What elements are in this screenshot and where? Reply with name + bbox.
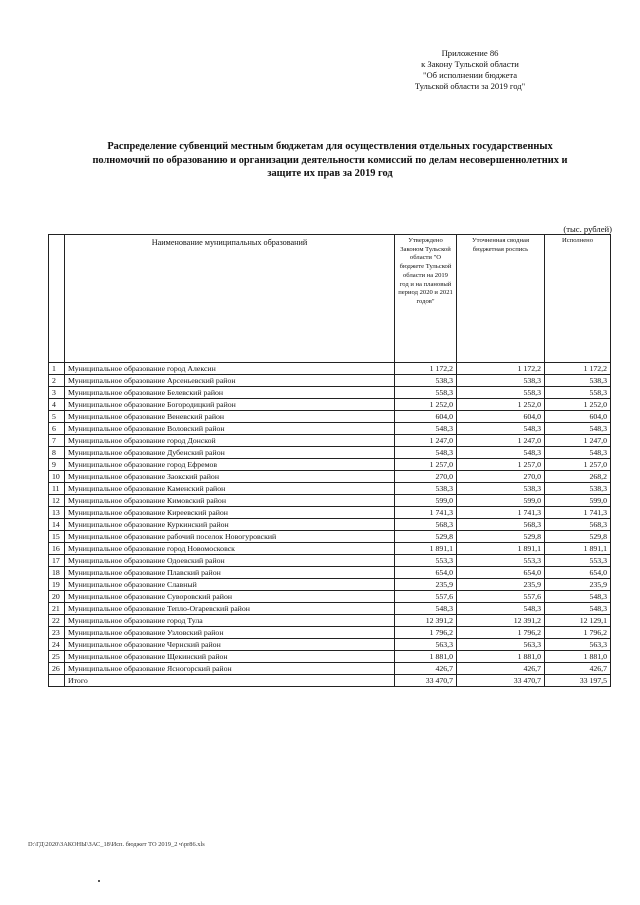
table-row [49,663,611,675]
table-row [49,495,611,507]
row-name: Муниципальное образование Узловский район [65,627,395,639]
row-approved: 270,0 [395,471,457,483]
row-number: 4 [49,399,65,411]
table-row [49,507,611,519]
row-executed: 1 796,2 [545,627,611,639]
row-revised: 1 172,2 [457,363,545,375]
row-executed: 1 252,0 [545,399,611,411]
row-name: Муниципальное образование Киреевский район [65,507,395,519]
row-revised: 529,8 [457,531,545,543]
row-name: Муниципальное образование Суворовский район [65,591,395,603]
total-label: Итого [65,675,395,687]
table-row [49,531,611,543]
table-row [49,471,611,483]
row-approved: 557,6 [395,591,457,603]
row-executed: 548,3 [545,447,611,459]
table-row [49,579,611,591]
row-executed: 568,3 [545,519,611,531]
total-executed: 33 197,5 [545,675,611,687]
row-number: 13 [49,507,65,519]
row-name: Муниципальное образование город Алексин [65,363,395,375]
row-executed: 529,8 [545,531,611,543]
table-row [49,387,611,399]
row-name: Муниципальное образование Каменский район [65,483,395,495]
appendix-line-1: Приложение 86 [441,48,499,58]
row-approved: 1 247,0 [395,435,457,447]
row-number: 23 [49,627,65,639]
table-row [49,375,611,387]
row-name: Муниципальное образование Воловский район [65,423,395,435]
table-row [49,555,611,567]
row-approved: 1 881,0 [395,651,457,663]
row-name: Муниципальное образование рабочий поселок Новогуровский [65,531,395,543]
row-approved: 1 891,1 [395,543,457,555]
scan-speck [98,880,100,882]
row-approved: 553,3 [395,555,457,567]
document-title [60,140,600,181]
row-number: 16 [49,543,65,555]
table-row [49,627,611,639]
row-approved: 563,3 [395,639,457,651]
table-row [49,423,611,435]
table-body [49,363,611,675]
row-number: 18 [49,567,65,579]
row-executed: 604,0 [545,411,611,423]
row-revised: 538,3 [457,483,545,495]
appendix-block [370,48,570,92]
row-approved: 599,0 [395,495,457,507]
row-revised: 1 741,3 [457,507,545,519]
row-revised: 1 881,0 [457,651,545,663]
total-number [49,675,65,687]
row-revised: 426,7 [457,663,545,675]
row-approved: 1 796,2 [395,627,457,639]
row-revised: 553,3 [457,555,545,567]
row-number: 6 [49,423,65,435]
row-number: 21 [49,603,65,615]
row-number: 26 [49,663,65,675]
table-row [49,519,611,531]
table-row [49,483,611,495]
row-executed: 538,3 [545,483,611,495]
row-name: Муниципальное образование Куркинский район [65,519,395,531]
header-number [49,235,65,363]
row-executed: 235,9 [545,579,611,591]
table-header-row [49,235,611,363]
row-approved: 1 741,3 [395,507,457,519]
row-revised: 235,9 [457,579,545,591]
row-approved: 529,8 [395,531,457,543]
row-executed: 558,3 [545,387,611,399]
appendix-line-3: "Об исполнении бюджета [422,70,518,80]
row-executed: 563,3 [545,639,611,651]
header-executed: Исполнено [545,235,611,363]
table-row [49,591,611,603]
table-row [49,447,611,459]
total-approved: 33 470,7 [395,675,457,687]
table-row [49,615,611,627]
row-number: 22 [49,615,65,627]
row-revised: 563,3 [457,639,545,651]
row-number: 25 [49,651,65,663]
total-revised: 33 470,7 [457,675,545,687]
row-executed: 426,7 [545,663,611,675]
row-number: 19 [49,579,65,591]
row-revised: 548,3 [457,603,545,615]
row-revised: 1 252,0 [457,399,545,411]
row-approved: 568,3 [395,519,457,531]
row-name: Муниципальное образование Одоевский район [65,555,395,567]
row-name: Муниципальное образование Плавский район [65,567,395,579]
row-revised: 599,0 [457,495,545,507]
row-number: 1 [49,363,65,375]
row-name: Муниципальное образование город Тула [65,615,395,627]
row-approved: 548,3 [395,603,457,615]
row-name: Муниципальное образование Арсеньевский район [65,375,395,387]
row-executed: 1 881,0 [545,651,611,663]
title-line-3: защите их прав за 2019 год [267,168,393,179]
row-approved: 548,3 [395,447,457,459]
row-approved: 548,3 [395,423,457,435]
row-number: 20 [49,591,65,603]
row-executed: 548,3 [545,423,611,435]
row-executed: 599,0 [545,495,611,507]
row-name: Муниципальное образование Славный [65,579,395,591]
row-number: 12 [49,495,65,507]
row-name: Муниципальное образование Щекинский район [65,651,395,663]
row-name: Муниципальное образование Дубенский район [65,447,395,459]
row-name: Муниципальное образование Тепло-Огаревский район [65,603,395,615]
row-revised: 1 257,0 [457,459,545,471]
header-approved: Утверждено Законом Тульской области "О бюджете Тульской области на 2019 год и на плановый период 2020 и 2021 годов" [395,235,457,363]
table-row [49,411,611,423]
row-executed: 548,3 [545,603,611,615]
row-approved: 538,3 [395,375,457,387]
table-row [49,603,611,615]
row-executed: 548,3 [545,591,611,603]
row-executed: 654,0 [545,567,611,579]
row-number: 2 [49,375,65,387]
table-row [49,639,611,651]
row-number: 10 [49,471,65,483]
row-name: Муниципальное образование Белевский район [65,387,395,399]
row-approved: 1 172,2 [395,363,457,375]
table-row [49,399,611,411]
row-name: Муниципальное образование Заокский район [65,471,395,483]
subvention-table [48,234,611,687]
row-revised: 1 247,0 [457,435,545,447]
table-row [49,363,611,375]
row-revised: 557,6 [457,591,545,603]
title-line-1: Распределение субвенций местным бюджетам для осуществления отдельных государственных [107,141,553,152]
row-revised: 12 391,2 [457,615,545,627]
row-revised: 548,3 [457,423,545,435]
row-revised: 558,3 [457,387,545,399]
row-name: Муниципальное образование город Донской [65,435,395,447]
table-row [49,435,611,447]
header-revised: Уточненная сводная бюджетная роспись [457,235,545,363]
row-approved: 654,0 [395,567,457,579]
row-revised: 1 796,2 [457,627,545,639]
row-name: Муниципальное образование Кимовский район [65,495,395,507]
row-executed: 1 257,0 [545,459,611,471]
table-row [49,567,611,579]
row-number: 17 [49,555,65,567]
row-number: 24 [49,639,65,651]
total-row [49,675,611,687]
row-executed: 1 891,1 [545,543,611,555]
row-number: 14 [49,519,65,531]
row-number: 3 [49,387,65,399]
row-name: Муниципальное образование город Новомосковск [65,543,395,555]
row-number: 11 [49,483,65,495]
row-executed: 12 129,1 [545,615,611,627]
appendix-line-2: к Закону Тульской области [421,59,519,69]
row-number: 7 [49,435,65,447]
row-approved: 12 391,2 [395,615,457,627]
unit-label: (тыс. рублей) [563,224,612,234]
row-executed: 1 741,3 [545,507,611,519]
row-name: Муниципальное образование город Ефремов [65,459,395,471]
row-revised: 654,0 [457,567,545,579]
title-line-2: полномочий по образованию и организации деятельности комиссий по делам несовершеннолетних и [92,154,568,166]
row-revised: 548,3 [457,447,545,459]
row-approved: 426,7 [395,663,457,675]
row-number: 8 [49,447,65,459]
row-approved: 1 252,0 [395,399,457,411]
table-row [49,543,611,555]
row-executed: 553,3 [545,555,611,567]
row-executed: 1 172,2 [545,363,611,375]
row-name: Муниципальное образование Чернский район [65,639,395,651]
row-approved: 538,3 [395,483,457,495]
row-revised: 538,3 [457,375,545,387]
row-number: 9 [49,459,65,471]
row-executed: 538,3 [545,375,611,387]
row-approved: 1 257,0 [395,459,457,471]
row-name: Муниципальное образование Веневский район [65,411,395,423]
row-revised: 270,0 [457,471,545,483]
header-name: Наименование муниципальных образований [65,235,395,363]
row-approved: 604,0 [395,411,457,423]
row-approved: 558,3 [395,387,457,399]
row-executed: 1 247,0 [545,435,611,447]
row-revised: 604,0 [457,411,545,423]
row-name: Муниципальное образование Богородицкий район [65,399,395,411]
row-number: 5 [49,411,65,423]
row-number: 15 [49,531,65,543]
table-row [49,651,611,663]
appendix-line-4: Тульской области за 2019 год" [414,81,526,91]
row-revised: 568,3 [457,519,545,531]
row-executed: 268,2 [545,471,611,483]
row-approved: 235,9 [395,579,457,591]
table-row [49,459,611,471]
row-name: Муниципальное образование Ясногорский район [65,663,395,675]
file-path-footer: D:\ГД\2020\ЗАКОНЫ\ЗАС_18\Исп. бюджет ТО 2019_2 ч\pr86.xls [28,841,205,848]
row-revised: 1 891,1 [457,543,545,555]
